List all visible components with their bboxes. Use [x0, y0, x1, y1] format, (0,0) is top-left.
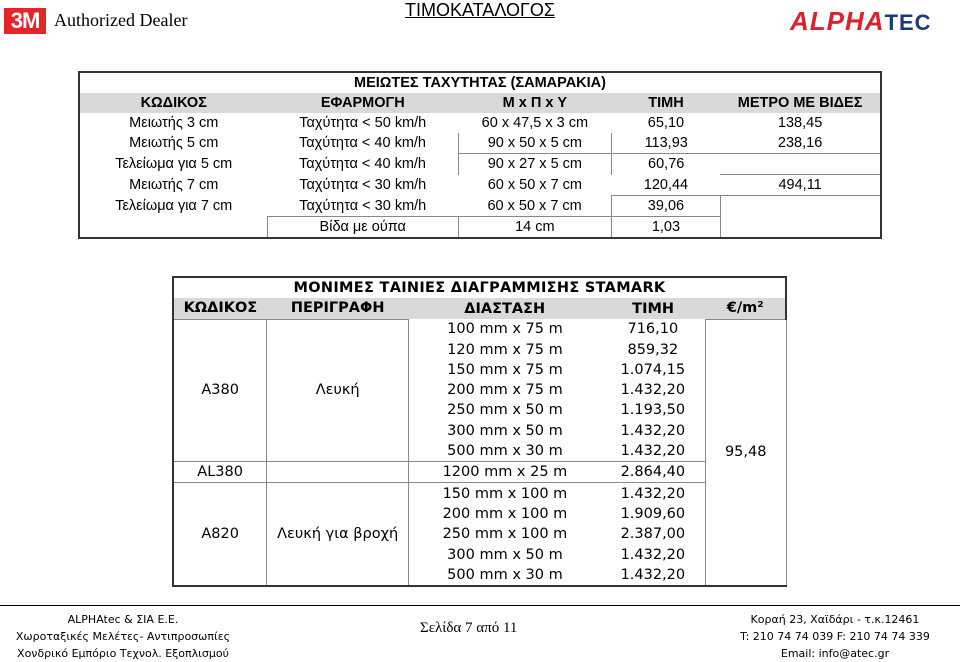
header-price: ΤΙΜΗ: [612, 93, 721, 113]
dimensions-cell: 90 x 27 x 5 cm: [458, 154, 612, 175]
header-description: ΠΕΡΙΓΡΑΦΗ: [267, 298, 409, 319]
price-cell: 113,93: [644, 135, 688, 151]
footer-company-name: ALPHAtec & ΣΙΑ Ε.Ε.: [67, 613, 179, 626]
header-price-per-m2: €/m²: [705, 298, 786, 319]
header-dimensions: Μ x Π x Υ: [458, 93, 612, 113]
price-cell: 1.432,20: [620, 382, 686, 399]
footer-phone: T: 210 74 74 039 F: 210 74 74 339: [740, 630, 930, 643]
code-cell: [79, 217, 267, 239]
dimension-cell: 250 mm x 100 m: [442, 526, 568, 543]
footer-line: Χωροταξικές Μελέτες- Αντιπροσωπίες: [15, 630, 231, 643]
dimensions-cell: 60 x 47,5 x 3 cm: [481, 115, 589, 131]
application-cell: Ταχύτητα < 40 km/h: [299, 135, 426, 152]
price-cell: 1.193,50: [620, 402, 686, 419]
speed-bumps-table: [78, 71, 882, 239]
dimension-cell: 120 mm x 75 m: [447, 341, 563, 358]
code-cell: Μειωτής 3 cm: [79, 113, 267, 133]
header-application: ΕΦΑΡΜΟΓΗ: [267, 93, 458, 113]
table-row: [173, 319, 786, 339]
meter-price-cell: 238,16: [720, 133, 881, 154]
dimensions-cell: 90 x 50 x 5 cm: [458, 133, 612, 154]
header-code: ΚΩΔΙΚΟΣ: [79, 93, 267, 113]
meter-price-cell: 494,11: [720, 175, 881, 196]
price-cell: 1.074,15: [620, 361, 686, 378]
footer-company-block: [8, 611, 238, 662]
table-header-row: [79, 93, 881, 113]
footer-contact-block: [720, 611, 950, 662]
price-cell: 2.864,40: [601, 462, 706, 483]
meter-price-cell: [720, 154, 881, 175]
footer-divider: [0, 605, 960, 606]
code-cell: A820: [173, 483, 267, 586]
dimension-cell: 300 mm x 50 m: [447, 422, 563, 439]
table-title: ΜΟΝΙΜΕΣ ΤΑΙΝΙΕΣ ΔΙΑΓΡΑΜΜΙΣΗΣ STAMARK: [173, 277, 786, 298]
code-cell: Τελείωμα για 5 cm: [79, 154, 267, 175]
application-cell: Βίδα με ούπα: [267, 217, 458, 239]
table-row: [79, 154, 881, 175]
description-cell: [267, 462, 409, 483]
price-cell: 1.909,60: [620, 505, 686, 522]
meter-price-cell: [720, 196, 881, 217]
header-dimension: ΔΙΑΣΤΑΣΗ: [409, 298, 601, 319]
page-number: Σελίδα 7 από 11: [420, 620, 518, 636]
price-per-m2-cell: 95,48: [705, 319, 786, 586]
table-row: [79, 217, 881, 239]
table-row: [79, 196, 881, 217]
price-cell: 1.432,20: [601, 483, 706, 504]
table-row: [173, 462, 786, 483]
dimension-cell: 250 mm x 50 m: [447, 402, 563, 419]
dimension-cell: 500 mm x 30 m: [409, 565, 601, 586]
price-cell: 39,06: [612, 196, 721, 217]
code-cell: A380: [173, 319, 267, 462]
dimensions-cell: 14 cm: [458, 217, 612, 239]
code-cell: Μειωτής 7 cm: [79, 175, 267, 196]
footer-address: Κοραή 23, Χαϊδάρι - τ.κ.12461: [750, 613, 920, 626]
price-cell: 716,10: [627, 321, 679, 338]
meter-price-cell: 138,45: [720, 113, 881, 133]
code-cell: AL380: [173, 462, 267, 483]
alphatec-logo: ALPHATEC: [790, 6, 932, 36]
application-cell: Ταχύτητα < 30 km/h: [299, 197, 427, 214]
application-cell: Ταχύτητα < 40 km/h: [299, 156, 426, 172]
dimension-cell: 100 mm x 75 m: [447, 321, 563, 338]
table-row: [173, 483, 786, 504]
table-row: [79, 175, 881, 196]
table-header-row: [173, 298, 786, 319]
dimension-cell: 150 mm x 100 m: [409, 483, 601, 504]
price-cell: 859,32: [627, 341, 679, 358]
description-cell: Λευκή: [267, 319, 409, 462]
header-code: ΚΩΔΙΚΟΣ: [173, 298, 267, 319]
dimension-cell: 300 mm x 50 m: [447, 546, 563, 563]
code-cell: Τελείωμα για 7 cm: [79, 196, 267, 217]
dimension-cell: 500 mm x 30 m: [447, 443, 563, 460]
code-cell: Μειωτής 5 cm: [79, 133, 267, 154]
dimensions-cell: 60 x 50 x 7 cm: [487, 197, 582, 214]
road-marking-tapes-table: [172, 276, 787, 587]
dimension-cell: 200 mm x 75 m: [447, 382, 563, 399]
price-cell: 1.432,20: [601, 565, 706, 586]
table-row: [79, 133, 881, 154]
document-title: ΤΙΜΟΚΑΤΑΛΟΓΟΣ: [404, 0, 556, 20]
dimension-cell: 150 mm x 75 m: [447, 361, 563, 378]
header-meter-with-screws: ΜΕΤΡΟ ΜΕ ΒΙΔΕΣ: [720, 93, 881, 113]
price-cell: 65,10: [647, 115, 685, 131]
price-cell: 1.432,20: [620, 546, 686, 563]
meter-price-cell: [720, 217, 881, 239]
3m-logo: 3M: [4, 8, 46, 34]
authorized-dealer-text: Authorized Dealer: [54, 10, 188, 30]
price-cell: 120,44: [643, 176, 689, 193]
table-title: ΜΕΙΩΤΕΣ ΤΑΧΥΤΗΤΑΣ (ΣΑΜΑΡΑΚΙΑ): [79, 72, 881, 93]
application-cell: Ταχύτητα < 30 km/h: [299, 177, 427, 193]
dimension-cell: 200 mm x 100 m: [442, 505, 568, 522]
price-cell: 2.387,00: [620, 526, 686, 543]
footer-email: Email: info@atec.gr: [780, 647, 890, 660]
dimensions-cell: 60 x 50 x 7 cm: [487, 177, 582, 193]
footer-line: Χονδρικό Εμπόριο Τεχνολ. Εξοπλισμού: [17, 647, 229, 660]
table-row: [79, 113, 881, 133]
price-cell: 60,76: [612, 154, 721, 175]
description-cell: Λευκή για βροχή: [267, 483, 409, 586]
header-price: ΤΙΜΗ: [601, 298, 706, 319]
dimension-cell: 1200 mm x 25 m: [409, 462, 601, 483]
price-cell: 1.432,20: [620, 443, 686, 460]
price-cell: 1,03: [612, 217, 721, 239]
price-cell: 1.432,20: [620, 422, 686, 439]
application-cell: Ταχύτητα < 50 km/h: [299, 115, 427, 131]
